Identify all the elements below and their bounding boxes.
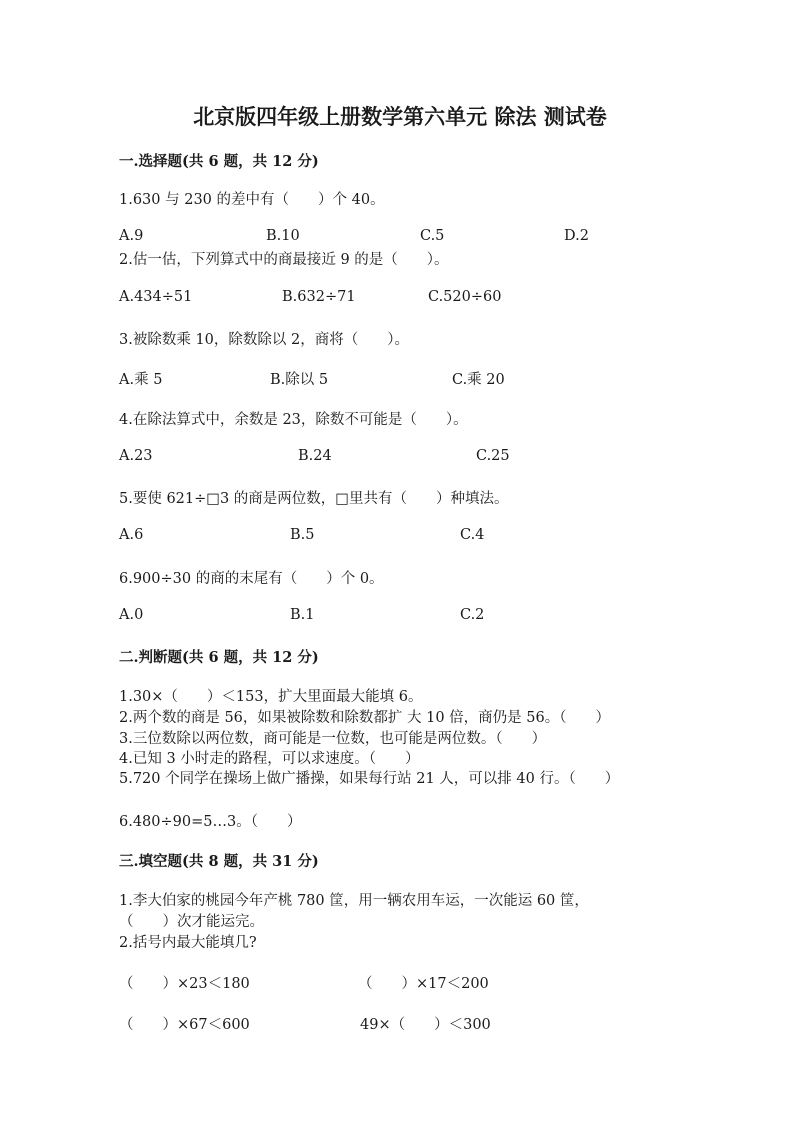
section-heading-choice: 一.选择题(共 6 题，共 12 分) [119, 153, 319, 170]
option-a: A.23 [119, 448, 153, 464]
option-a: A.乘 5 [119, 372, 163, 388]
option-b: B.632÷71 [282, 289, 356, 305]
question-text: 2.两个数的商是 56，如果被除数和除数都扩 大 10 倍，商仍是 56。（ ） [119, 710, 610, 726]
option-c: C.520÷60 [428, 289, 502, 305]
option-b: B.5 [290, 527, 315, 543]
option-a: A.434÷51 [119, 289, 193, 305]
fill-item: （ ）×17＜200 [358, 976, 489, 992]
option-c: C.5 [420, 228, 445, 244]
question-text: 1.30×（ ）＜153，扩大里面最大能填 6。 [119, 689, 423, 705]
option-b: B.除以 5 [270, 372, 329, 388]
section-heading-fill: 三.填空题(共 8 题，共 31 分) [119, 853, 319, 870]
question-text: 4.已知 3 小时走的路程，可以求速度。（ ） [119, 751, 420, 767]
question-text: 3.三位数除以两位数，商可能是一位数，也可能是两位数。（ ） [119, 731, 547, 747]
option-d: D.2 [564, 228, 589, 244]
option-c: C.2 [460, 607, 485, 623]
section-heading-judgment: 二.判断题(共 6 题，共 12 分) [119, 649, 319, 666]
question-text: 2.括号内最大能填几? [119, 935, 257, 951]
option-b: B.10 [266, 228, 300, 244]
option-a: A.0 [119, 607, 144, 623]
question-text: 6.480÷90=5…3。（ ） [119, 814, 302, 830]
question-text: 1.李大伯家的桃园今年产桃 780 筐，用一辆农用车运，一次能运 60 筐， [119, 893, 589, 909]
page-title: 北京版四年级上册数学第六单元 除法 测试卷 [193, 104, 607, 129]
question-text: 6.900÷30 的商的末尾有（ ）个 0。 [119, 571, 384, 587]
question-text: 2.估一估，下列算式中的商最接近 9 的是（ ）。 [119, 252, 449, 268]
option-b: B.1 [290, 607, 315, 623]
option-c: C.25 [476, 448, 510, 464]
question-text: 3.被除数乘 10，除数除以 2，商将（ ）。 [119, 332, 409, 348]
question-text: 5.要使 621÷□3 的商是两位数，□里共有（ ）种填法。 [119, 491, 509, 507]
option-c: C.4 [460, 527, 485, 543]
fill-item: （ ）×23＜180 [119, 976, 250, 992]
question-text: （ ）次才能运完。 [119, 914, 264, 930]
option-a: A.9 [119, 228, 144, 244]
fill-item: （ ）×67＜600 [119, 1017, 250, 1033]
fill-item: 49×（ ）＜300 [360, 1017, 491, 1033]
question-text: 5.720 个同学在操场上做广播操，如果每行站 21 人，可以排 40 行。（ ） [119, 771, 620, 787]
question-text: 4.在除法算式中，余数是 23，除数不可能是（ ）。 [119, 412, 468, 428]
question-text: 1.630 与 230 的差中有（ ）个 40。 [119, 192, 385, 208]
option-c: C.乘 20 [452, 372, 505, 388]
option-a: A.6 [119, 527, 144, 543]
option-b: B.24 [298, 448, 332, 464]
